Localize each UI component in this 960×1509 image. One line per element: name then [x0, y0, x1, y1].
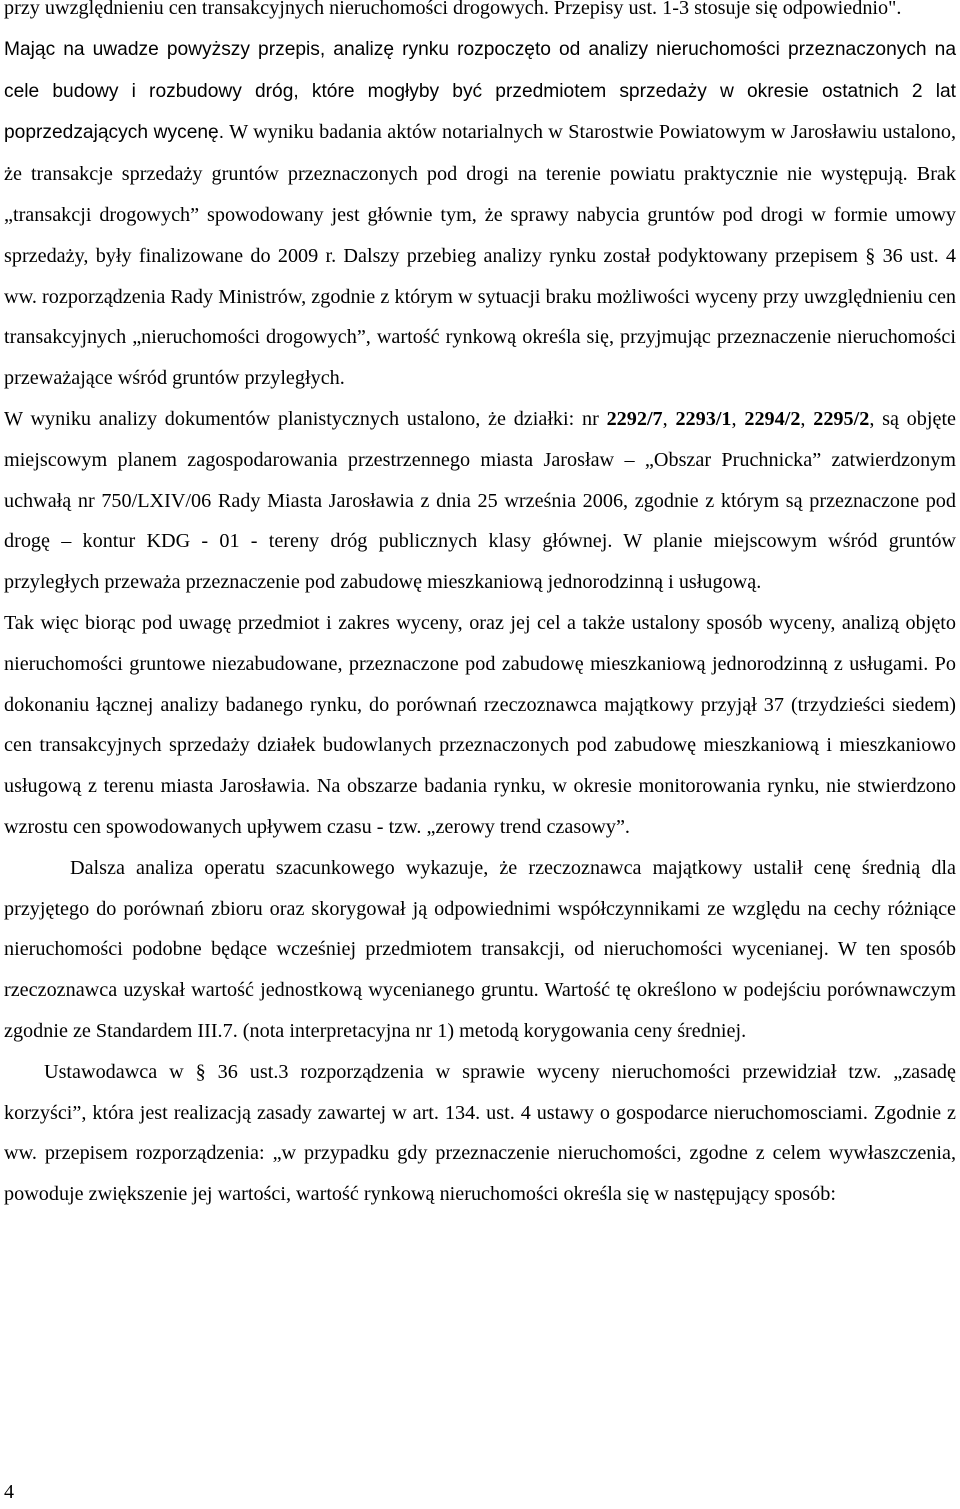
paragraph-3-rest: , są objęte miejscowym planem zagospodarowania przestrzennego miasta Jarosław – „Obszar Pruchnicka” zatwierdzonym uchwałą nr 750/LXIV/06 Rady Miasta Jarosławia z dnia 25 września 2006, zgodnie z którym są przeznaczone pod drogę – kontur KDG - 01 - tereny dróg publicznych klasy głównej. W planie miejscowym wśród gruntów przyległych przeważa przeznaczenie pod zabudowę mieszkaniową jednorodzinną i usługową. — [4, 407, 957, 594]
paragraph-2-sans-text: Mając na uwadze powyższy przepis, analizę rynku rozpoczęto od analizy nieruchomości przeznaczonych na cele budowy i rozbudowy dróg, które mogłyby być przedmiotem sprzedaży w okresie ostatnich 2 lat poprzedzających wycenę. — [4, 38, 956, 144]
parcel-number-4: 2295/2 — [813, 407, 870, 430]
paragraph-3-intro: W wyniku analizy dokumentów planistycznych ustalono, że działki: nr — [4, 407, 607, 430]
paragraph-4: Tak więc biorąc pod uwagę przedmiot i zakres wyceny, oraz jej cel a także ustalony sposób wyceny, analizą objęto nieruchomości gruntowe niezabudowane, przeznaczone pod zabudowę mieszkaniową jednorodzinną z usługami. Po dokonaniu łącznej analizy badanego rynku, do porównań rzeczoznawca majątkowy przyjął 37 (trzydzieści siedem) cen transakcyjnych sprzedaży działek budowlanych przeznaczonych pod zabudowę mieszkaniową i mieszkaniowo usługową z terenu miasta Jarosławia. Na obszarze badania rynku, w okresie monitorowania rynku, nie stwierdzono wzrostu cen spowodowanych upływem czasu - tzw. „zerowy trend czasowy”. — [4, 611, 956, 838]
paragraph-2 — [4, 29, 956, 399]
parcel-number-1: 2292/7 — [606, 407, 663, 430]
separator-3: , — [800, 407, 814, 430]
document-page — [4, 0, 956, 1215]
parcel-number-3: 2294/2 — [744, 407, 801, 430]
paragraph-3 — [4, 399, 956, 603]
page-number: 4 — [4, 1481, 14, 1503]
paragraph-2-serif-text: W wyniku badania aktów notarialnych w Starostwie Powiatowym w Jarosławiu ustalono, że transakcje sprzedaży gruntów przeznaczonych pod drogi na terenie powiatu praktycznie nie występują. Brak „transakcji drogowych” spowodowany jest głównie tym, że sprawy nabycia gruntów pod drogi w formie umowy sprzedaży, były finalizowane do 2009 r. Dalszy przebieg analizy rynku został podyktowany przepisem § 36 ust. 4 ww. rozporządzenia Rady Ministrów, zgodnie z którym w sytuacji braku możliwości wyceny przy uwzględnieniu cen transakcyjnych „nieruchomości drogowych”, wartość rynkową określa się, przyjmując przeznaczenie nieruchomości przeważające wśród gruntów przyległych. — [4, 121, 956, 390]
paragraph-1: przy uwzględnieniu cen transakcyjnych nieruchomości drogowych. Przepisy ust. 1-3 stosuje się odpowiednio". — [4, 0, 902, 19]
paragraph-6: Ustawodawca w § 36 ust.3 rozporządzenia w sprawie wyceny nieruchomości przewidział tzw. „zasadę korzyści”, która jest realizacją zasady zawartej w art. 134. ust. 4 ustawy o gospodarce nieruchomosciami. Zgodnie z ww. przepisem rozporządzenia: „w przypadku gdy przeznaczenie nieruchomości, zgodne z celem wywłaszczenia, powoduje zwiększenie jej wartości, wartość rynkową nieruchomości określa się w następujący sposób: — [4, 1060, 956, 1206]
paragraph-5: Dalsza analiza operatu szacunkowego wykazuje, że rzeczoznawca majątkowy ustalił cenę średnią dla przyjętego do porównań zbioru oraz skorygował ją odpowiednimi współczynnikami ze względu na cechy różniące nieruchomości podobne będące wcześniej przedmiotem transakcji, od nieruchomości wycenianej. W ten sposób rzeczoznawca uzyskał wartość jednostkową wycenianego gruntu. Wartość tę określono w podejściu porównawczym zgodnie ze Standardem III.7. (nota interpretacyjna nr 1) metodą korygowania ceny średniej. — [4, 856, 956, 1042]
separator-1: , — [662, 407, 676, 430]
parcel-number-2: 2293/1 — [675, 407, 732, 430]
separator-2: , — [731, 407, 745, 430]
